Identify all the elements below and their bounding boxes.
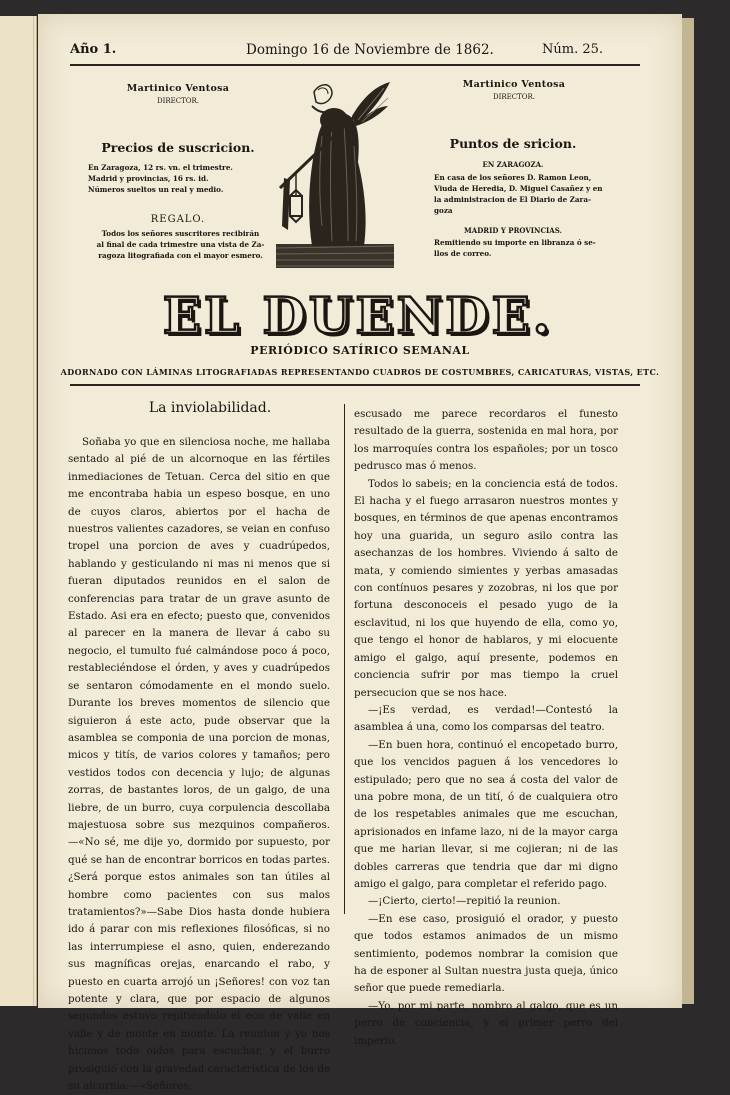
gift-line: al final de cada trimestre una vista de Za- — [96, 240, 265, 249]
director-role: DIRECTOR. — [492, 93, 536, 101]
price-line: En Zaragoza, 12 rs. vn. el trimestre. — [88, 163, 233, 172]
point-line: Viuda de Heredia, D. Miguel Casañez y en — [434, 184, 603, 193]
issue-number: Núm. 25. — [542, 42, 604, 57]
masthead-rule — [70, 384, 640, 386]
issue-date: Domingo 16 de Noviembre de 1862. — [246, 42, 494, 58]
column-divider — [344, 404, 345, 914]
article-title: La inviolabilidad. — [148, 400, 272, 416]
point-line: goza — [434, 206, 453, 215]
article-paragraph: —En ese caso, prosiguió el orador, y puesto que todos estamos animados de un mismo sentimiento, podemos nombrar la comision que ha de esponer al Sultan nuestra justa queja, único señor que puede remediarla. — [354, 912, 618, 995]
article-paragraph: Soñaba yo que en silenciosa noche, me hallaba sentado al pié de un alcornoque en las fértiles inmediaciones de Tetuan. Cerca del sitio en que me encontraba habia un espeso bosque, en uno de cuyos claros, abiertos por el hacha de nuestros valientes cazadores, se veian en confuso tropel una porcion de aves y cuadrúpedos, hablando y gesticulando ni mas ni menos que si fueran diputados reunidos en el salon de conferencias para tratar de un grave asunto de Estado. Asi era en efecto; puesto que, convenidos al parecer en la manera de llevar á cabo su negocio, el tumulto fué calmándose poco á poco, restableciéndose el órden, y aves y cuadrúpedos se sentaron cómodamente en el mondo suelo. Durante los breves momentos de silencio que siguieron á este acto, pude observar que la asamblea se componia de una porcion de monas, micos y titís, de varios colores y tamaños; pero vestidos todos con decencia y lujo; de algunas zorras, de bastantes loros, de un galgo, de una liebre, de un burro, cuya corpulencia descollaba majestuosa sobre sus mezquinos compañeros.—«No sé, me dije yo, dormido por supuesto, por qué se han de encontrar borricos en todas partes. ¿Será porque estos animales son tan útiles al hombre como pacientes con sus malos tratamientos?»—Sabe Dios hasta donde hubiera ido á parar con mis reflexiones filosóficas, si no las interrumpiese el asno, quien, enderezando sus magníficas orejas, enarcando el rabo, y puesto en cuarta arrojó un ¡Señores! con voz tan potente y clara, que por espacio de algunos segundos estuvo repitiéndolo el eco de valle en valle y de monte en monte. La reunion y yo nos hicimos todo oidos para escuchar, y el burro prosiguió con la gravedad característica de los de su alcurnia:—«Señores; — [68, 436, 330, 1093]
point-line: la administracion de El Diario de Zara- — [434, 195, 591, 204]
duende-engraving-illustration — [272, 76, 400, 272]
header-rule — [70, 64, 640, 66]
gift-title: REGALO. — [150, 214, 206, 225]
newspaper-page — [38, 14, 682, 1093]
left-director — [88, 83, 268, 105]
article-paragraph: —En buen hora, continuó el encopetado burro, que los vencidos paguen á los vencedores lo estipulado; pero que no sea á costa del valor de una pobre mona, de un tití, ó de cualquiera otro de los respetables animales que me escuchan, aprisionados en infame lazo, ni de la mayor carga que me harian llevar, si me cojieran; ni de las dobles carreras que tendria que dar mi digno amigo el galgo, para completar el referido pago. — [354, 738, 618, 890]
price-line: Números sueltos un real y medio. — [88, 185, 224, 194]
facing-page-edge — [0, 16, 37, 1006]
article-paragraph: Todos lo sabeis; en la conciencia está de todos. El hacha y el fuego arrasaron nuestros montes y bosques, en términos de que apenas encontramos hoy una guarida, un seguro asilo contra las asechanzas de los hombres. Viviendo á salto de mata, y comiendo simientes y yerbas amasadas con contínuos pesares y zozobras, ni los que por fortuna desconoceis el pesado yugo de la esclavitud, ni los que huyendo de ella, como yo, que tengo el honor de hablaros, y mi elocuente amigo el galgo, aquí presente, podemos en conciencia sufrir por mas tiempo la cruel persecucion que se nos hace. — [354, 477, 618, 699]
provinces-points — [434, 237, 614, 259]
gift-line: ragoza litografiada con el mayor esmero. — [98, 251, 263, 260]
right-director — [434, 79, 594, 101]
city-heading: EN ZARAGOZA. — [482, 160, 544, 169]
gift-text — [83, 228, 278, 261]
city-points — [434, 172, 614, 216]
director-role: DIRECTOR. — [156, 97, 200, 105]
masthead-title: EL DUENDE. — [162, 286, 554, 345]
prices-list — [88, 162, 278, 195]
provinces-heading: MADRID Y PROVINCIAS. — [464, 226, 562, 235]
point-line: Remitiendo su importe en libranza ó se- — [434, 238, 596, 247]
masthead-subtitle: PERIÓDICO SATÍRICO SEMANAL — [250, 344, 470, 357]
gift-line: Todos los señores suscritores recibirán — [101, 229, 260, 238]
points-title: Puntos de sricion. — [449, 136, 577, 151]
article-paragraph: —¡Es verdad, es verdad!—Contestó la asamblea á una, como los comparsas del teatro. — [354, 703, 618, 734]
article-paragraph: —Yo, por mi parte, nombro al galgo, que es un perro de conciencia, y el primer perro del imperio. — [354, 999, 618, 1047]
point-line: En casa de los señores D. Ramon Leon, — [434, 173, 592, 182]
issue-year: Año 1. — [70, 42, 117, 57]
article-right-column — [354, 406, 618, 1050]
price-line: Madrid y provincias, 16 rs. id. — [88, 174, 209, 183]
page-stack-edge — [682, 18, 694, 1004]
prices-title: Precios de suscricion. — [101, 140, 255, 155]
masthead-tagline: ADORNADO CON LÁMINAS LITOGRAFIADAS REPRESENTANDO CUADROS DE COSTUMBRES, CARICATURAS, VISTAS, ETC. — [60, 367, 660, 377]
director-name: Martinico Ventosa — [126, 83, 230, 94]
article-left-column — [68, 434, 330, 1095]
point-line: llos de correo. — [434, 249, 492, 258]
article-paragraph: —¡Cierto, cierto!—repitió la reunion. — [368, 895, 561, 908]
director-name: Martinico Ventosa — [462, 79, 566, 90]
article-paragraph: escusado me parece recordaros el funesto resultado de la guerra, sostenida en mal hora, por los marroquíes contra los españoles; por un tosco pedrusco mas ó menos. — [354, 408, 618, 473]
